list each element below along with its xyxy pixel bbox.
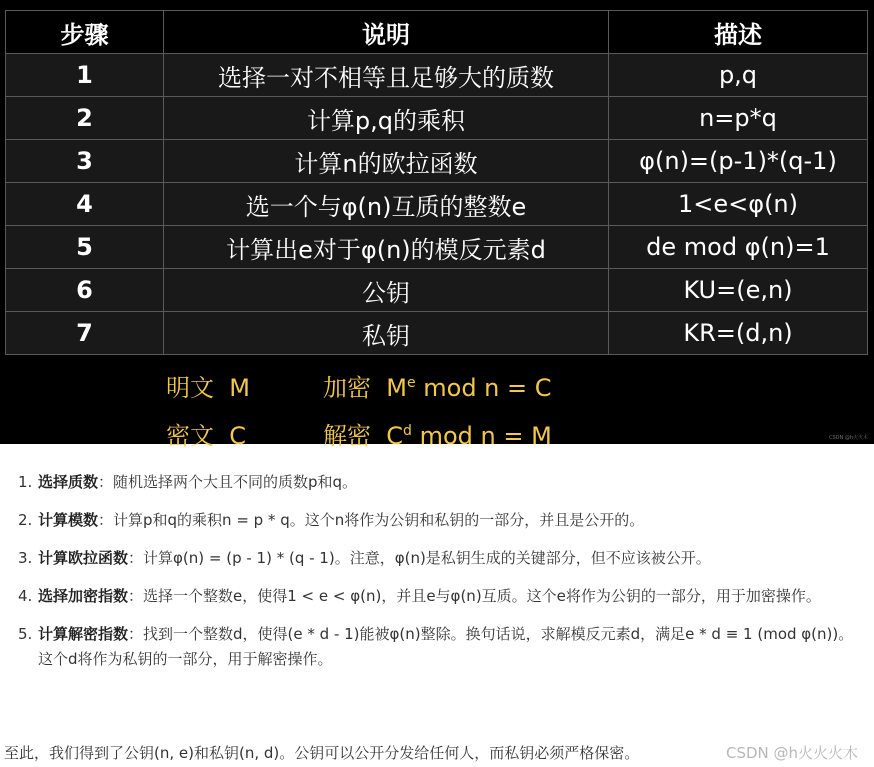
step-description: φ(n)=(p-1)*(q-1) (609, 140, 868, 183)
step-description: KR=(d,n) (609, 312, 868, 355)
step-description: KU=(e,n) (609, 269, 868, 312)
decrypt-formula (323, 416, 552, 451)
list-item (18, 508, 868, 533)
encrypt-base: M (386, 374, 407, 402)
list-item-text: ：选择一个整数e，使得1 < e < φ(n)，并且e与φ(n)互质。这个e将作为公钥的一部分，用于加密操作。 (128, 587, 821, 605)
step-description: p,q (609, 54, 868, 97)
step-number: 2 (6, 97, 164, 140)
encrypt-rest: mod n = C (423, 374, 552, 402)
header-step: 步骤 (6, 11, 164, 54)
list-item-text: ：计算φ(n) = (p - 1) * (q - 1)。注意，φ(n)是私钥生成的关键部分，但不应该被公开。 (128, 549, 711, 567)
steps-explanation-list (18, 470, 868, 685)
step-description: de mod φ(n)=1 (609, 226, 868, 269)
list-item (18, 584, 868, 609)
ciphertext-label: 密文 (166, 422, 214, 450)
list-item-title: 计算欧拉函数 (38, 549, 129, 567)
step-number: 6 (6, 269, 164, 312)
encrypt-label: 加密 (323, 374, 371, 402)
list-item (18, 622, 868, 672)
table-row (6, 312, 868, 355)
list-item-title: 选择加密指数 (38, 587, 129, 605)
list-item-number: 3. (18, 549, 33, 567)
step-explanation: 选择一对不相等且足够大的质数 (164, 54, 609, 97)
list-item-number: 5. (18, 625, 33, 643)
list-item-text: ：随机选择两个大且不同的质数p和q。 (98, 473, 358, 491)
step-number: 4 (6, 183, 164, 226)
conclusion-paragraph: 至此，我们得到了公钥(n, e)和私钥(n, d)。公钥可以公开分发给任何人，而私钥必须严格保密。 (4, 744, 640, 762)
step-number: 7 (6, 312, 164, 355)
table-row (6, 269, 868, 312)
list-item (18, 546, 868, 571)
header-description: 描述 (609, 11, 868, 54)
step-explanation: 计算n的欧拉函数 (164, 140, 609, 183)
decrypt-rest: mod n = M (419, 422, 552, 450)
table-row (6, 183, 868, 226)
table-row (6, 97, 868, 140)
plaintext-label: 明文 (166, 374, 214, 402)
list-item-text: ：找到一个整数d，使得(e * d - 1)能被φ(n)整除。换句话说，求解模反元素d，满足e * d ≡ 1 (mod φ(n))。这个d将作为私钥的一部分，用于解密操作。 (38, 625, 854, 668)
table-row (6, 226, 868, 269)
step-explanation: 计算p,q的乘积 (164, 97, 609, 140)
list-item-title: 选择质数 (38, 473, 99, 491)
csdn-watermark: CSDN @h火火火木 (726, 744, 859, 762)
decrypt-exponent: d (403, 423, 412, 439)
list-item-title: 计算模数 (38, 511, 99, 529)
table-header-row (6, 11, 868, 54)
step-number: 5 (6, 226, 164, 269)
table-row (6, 140, 868, 183)
rsa-steps-table (5, 10, 868, 355)
list-item-number: 1. (18, 473, 33, 491)
list-item-number: 2. (18, 511, 33, 529)
step-explanation: 私钥 (164, 312, 609, 355)
step-number: 1 (6, 54, 164, 97)
encrypt-exponent: e (406, 375, 416, 391)
step-explanation: 选一个与φ(n)互质的整数e (164, 183, 609, 226)
ciphertext-symbol: C (229, 422, 247, 450)
ciphertext-formula (166, 416, 246, 451)
header-explanation: 说明 (164, 11, 609, 54)
list-item-number: 4. (18, 587, 33, 605)
step-number: 3 (6, 140, 164, 183)
encrypt-formula (323, 368, 552, 403)
list-item-title: 计算解密指数 (38, 625, 129, 643)
slide-watermark: CSDN @h火火木 (828, 435, 868, 441)
list-item (18, 470, 868, 495)
step-explanation: 计算出e对于φ(n)的模反元素d (164, 226, 609, 269)
list-item-text: ：计算p和q的乘积n = p * q。这个n将作为公钥和私钥的一部分，并且是公开的。 (98, 511, 645, 529)
decrypt-base: C (386, 422, 404, 450)
step-explanation: 公钥 (164, 269, 609, 312)
plaintext-symbol: M (229, 374, 250, 402)
table-row (6, 54, 868, 97)
plaintext-formula (166, 368, 250, 403)
step-description: 1<e<φ(n) (609, 183, 868, 226)
step-description: n=p*q (609, 97, 868, 140)
decrypt-label: 解密 (323, 422, 371, 450)
